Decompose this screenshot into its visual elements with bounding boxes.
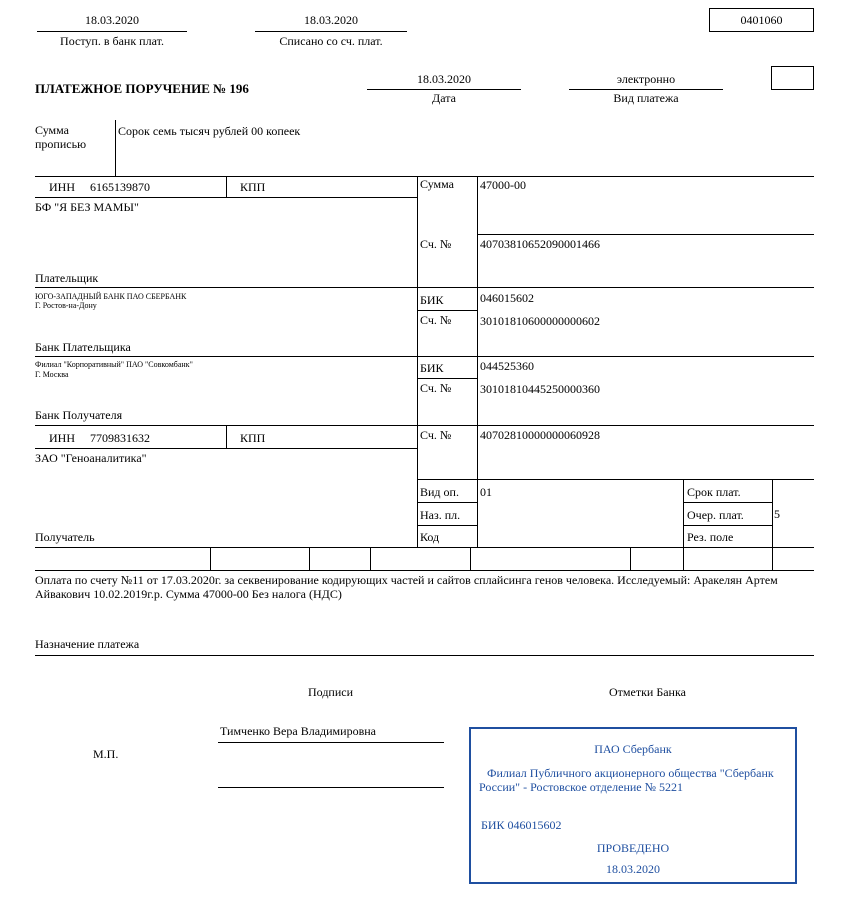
payee-account-label: Сч. № xyxy=(420,428,452,442)
naz-pl-label: Наз. пл. xyxy=(420,508,461,522)
form-code: 0401060 xyxy=(740,13,783,27)
received-date: 18.03.2020 xyxy=(85,13,139,27)
grid-line xyxy=(35,547,814,548)
payee-bank-city: Г. Москва xyxy=(35,370,69,379)
order-date-label: Дата xyxy=(432,91,456,105)
payee-inn: 7709831632 xyxy=(90,431,150,445)
payer-name: БФ "Я БЕЗ МАМЫ" xyxy=(35,200,139,214)
grid-line xyxy=(35,570,814,571)
grid-line xyxy=(35,448,417,449)
grid-line xyxy=(417,378,477,379)
grid-line xyxy=(417,525,477,526)
payment-type-line xyxy=(569,89,723,90)
payee-bank-bik-label: БИК xyxy=(420,361,444,375)
amount-value: 47000-00 xyxy=(480,178,526,192)
stamp-status: ПРОВЕДЕНО xyxy=(596,841,670,855)
grid-line xyxy=(417,502,477,503)
payer-inn-label: ИНН xyxy=(49,180,75,194)
stamp-bik: БИК 046015602 xyxy=(481,818,562,832)
purpose-line-1: Оплата по счету №11 от 17.03.2020г. за секвенирование кодирующих частей и сайтов сплайсинга генов человека. Исследуемый: Аракелян Артем xyxy=(35,573,778,587)
grid-line xyxy=(35,356,814,357)
grid-line xyxy=(226,176,227,197)
grid-line xyxy=(35,425,814,426)
order-date: 18.03.2020 xyxy=(417,72,471,86)
vid-op-label: Вид оп. xyxy=(420,485,459,499)
payee-bank-label: Банк Получателя xyxy=(35,408,123,422)
purpose-label: Назначение платежа xyxy=(35,637,140,651)
payee-account: 40702810000000060928 xyxy=(480,428,600,442)
amount-words-divider xyxy=(115,120,116,176)
payer-bank-corr-label: Сч. № xyxy=(420,313,452,327)
grid-line xyxy=(417,176,418,547)
amount-words-label-1: Сумма xyxy=(35,123,69,137)
grid-line xyxy=(772,479,773,570)
signer-name: Тимченко Вера Владимировна xyxy=(220,724,376,738)
debited-label: Списано со сч. плат. xyxy=(279,34,383,48)
stamp-branch-line-1: Филиал Публичного акционерного общества "Сбербанк xyxy=(487,766,774,780)
payee-label: Получатель xyxy=(35,530,95,544)
payee-inn-label: ИНН xyxy=(49,431,75,445)
payer-label: Плательщик xyxy=(35,271,99,285)
seal-label: М.П. xyxy=(93,747,119,761)
payer-bank-corr: 30101810600000000602 xyxy=(480,314,600,328)
payer-bank-bik: 046015602 xyxy=(480,291,534,305)
signature-line-2 xyxy=(218,787,444,788)
amount-words-value: Сорок семь тысяч рублей 00 копеек xyxy=(118,124,301,138)
ocher-label: Очер. плат. xyxy=(687,508,744,522)
grid-line xyxy=(683,479,684,547)
kod-label: Код xyxy=(420,530,440,544)
grid-line xyxy=(477,176,478,547)
payer-account-label: Сч. № xyxy=(420,237,452,251)
debited-date: 18.03.2020 xyxy=(304,13,358,27)
grid-line xyxy=(370,547,371,570)
payer-inn: 6165139870 xyxy=(90,180,150,194)
payee-bank-bik: 044525360 xyxy=(480,359,534,373)
payee-kpp-label: КПП xyxy=(240,431,266,445)
rez-label: Рез. поле xyxy=(687,530,734,544)
payment-type: электронно xyxy=(616,72,676,86)
grid-line xyxy=(683,502,772,503)
stamp-branch-line-2: России" - Ростовское отделение № 5221 xyxy=(479,780,684,794)
grid-line xyxy=(630,547,631,570)
grid-line xyxy=(470,547,471,570)
page-title: ПЛАТЕЖНОЕ ПОРУЧЕНИЕ № 196 xyxy=(35,81,249,96)
purpose-line xyxy=(35,655,814,656)
payer-bank-bik-label: БИК xyxy=(420,293,444,307)
payer-bank-name: ЮГО-ЗАПАДНЫЙ БАНК ПАО СБЕРБАНК xyxy=(35,292,187,301)
status-box xyxy=(771,66,814,90)
signatures-label: Подписи xyxy=(308,685,354,699)
payer-bank-city: Г. Ростов-на-Дону xyxy=(35,301,97,310)
stamp-bank-name: ПАО Сбербанк xyxy=(594,742,672,756)
grid-line xyxy=(226,425,227,448)
payer-account: 40703810652090001466 xyxy=(480,237,600,251)
amount-words-label-2: прописью xyxy=(35,137,87,151)
received-date-line xyxy=(37,31,187,32)
payee-name: ЗАО "Геноаналитика" xyxy=(35,451,147,465)
debited-date-line xyxy=(255,31,407,32)
grid-line xyxy=(417,310,477,311)
ocher-value: 5 xyxy=(774,507,780,521)
srok-label: Срок плат. xyxy=(687,485,741,499)
stamp-date: 18.03.2020 xyxy=(606,862,660,876)
order-date-line xyxy=(367,89,521,90)
grid-line xyxy=(477,234,814,235)
purpose-line-2: Айвакович 10.02.2019г.р. Сумма 47000-00 Без налога (НДС) xyxy=(35,587,342,601)
grid-line xyxy=(683,547,684,570)
vid-op: 01 xyxy=(480,485,492,499)
bank-marks-label: Отметки Банка xyxy=(609,685,686,699)
payment-type-label: Вид платежа xyxy=(613,91,679,105)
grid-line xyxy=(683,525,772,526)
grid-line xyxy=(35,287,814,288)
grid-line xyxy=(35,197,417,198)
signature-line-1 xyxy=(218,742,444,743)
payer-bank-label: Банк Плательщика xyxy=(35,340,131,354)
received-label: Поступ. в банк плат. xyxy=(60,34,164,48)
grid-line xyxy=(309,547,310,570)
payee-bank-corr: 30101810445250000360 xyxy=(480,382,600,396)
grid-line xyxy=(210,547,211,570)
amount-label: Сумма xyxy=(420,177,454,191)
payee-bank-name: Филиал "Корпоративный" ПАО "Совкомбанк" xyxy=(35,360,193,369)
payee-bank-corr-label: Сч. № xyxy=(420,381,452,395)
payer-kpp-label: КПП xyxy=(240,180,266,194)
